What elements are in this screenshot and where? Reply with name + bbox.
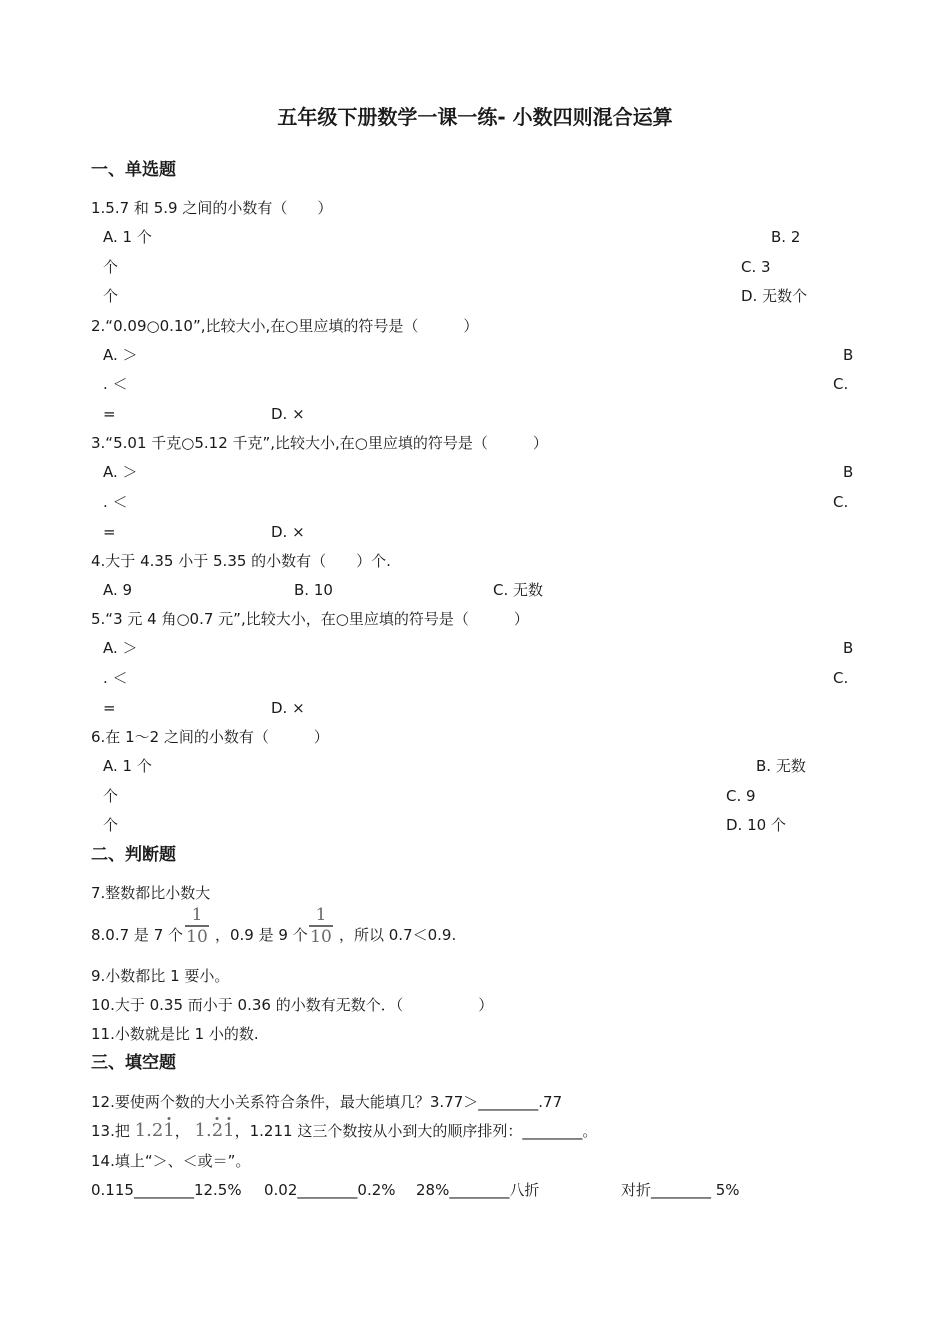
question-11: 11.小数就是比 1 小的数.: [91, 1025, 259, 1043]
question-3-stem: 3.“5.01 千克○5.12 千克”,比较大小,在○里应填的符号是（ ）: [91, 434, 548, 452]
question-2-option-c: C.: [833, 375, 849, 393]
section-heading-fill-blank: 三、填空题: [91, 1053, 176, 1073]
question-8-part-2: ，0.9 是 9 个: [215, 926, 308, 944]
fraction-numerator: 1: [315, 905, 327, 925]
question-6-option-b: B. 无数: [756, 757, 806, 775]
question-4-option-a: A. 9: [103, 581, 133, 599]
question-1-option-c-cont: 个: [103, 287, 119, 305]
question-3-option-a: A. ＞: [103, 463, 138, 481]
fraction-denominator: 10: [310, 927, 332, 947]
question-14-item-4: 对折________ 5%: [621, 1181, 740, 1199]
question-3-option-b-cont: . ＜: [103, 493, 128, 511]
repeating-decimal-2-dotted-digit-2: 1: [223, 1120, 235, 1141]
fraction-one-tenth: [309, 906, 333, 946]
question-6-option-c: C. 9: [726, 787, 756, 805]
question-5-option-b-cont: . ＜: [103, 669, 128, 687]
question-3-option-c: C.: [833, 493, 849, 511]
question-6-option-a: A. 1 个: [103, 757, 152, 775]
repeating-decimal-1-int: 1.: [134, 1120, 152, 1141]
question-5-option-b: B: [843, 639, 854, 657]
question-10: 10.大于 0.35 而小于 0.36 的小数有无数个．（ ）: [91, 996, 494, 1014]
question-5-option-c: C.: [833, 669, 849, 687]
question-2-stem: 2.“0.09○0.10”,比较大小,在○里应填的符号是（ ）: [91, 317, 479, 335]
section-heading-true-false: 二、判断题: [91, 845, 176, 865]
question-14-item-1: 0.115________12.5%: [91, 1181, 242, 1199]
question-14-item-2: 0.02________0.2%: [264, 1181, 396, 1199]
question-4-option-b: B. 10: [294, 581, 333, 599]
question-2-option-b-cont: . ＜: [103, 375, 128, 393]
question-14-stem: 14.填上“＞、＜或＝”。: [91, 1152, 251, 1170]
question-5-option-a: A. ＞: [103, 639, 138, 657]
question-5-option-c-cont: =: [103, 699, 116, 717]
repeating-decimal-2-int: 1.: [194, 1120, 212, 1141]
repeating-decimal-1-digit-1: 2: [151, 1120, 164, 1141]
question-6-stem: 6.在 1～2 之间的小数有（ ）: [91, 728, 329, 746]
question-4-stem: 4.大于 4.35 小于 5.35 的小数有（ ）个.: [91, 552, 391, 570]
question-13-suffix: ，1.211 这三个数按从小到大的顺序排列：________。: [234, 1122, 598, 1140]
question-2-option-a: A. ＞: [103, 346, 138, 364]
question-7: 7.整数都比小数大: [91, 884, 211, 902]
question-5-stem: 5.“3 元 4 角○0.7 元”,比较大小，在○里应填的符号是（ ）: [91, 610, 529, 628]
question-3-option-d: D. ×: [271, 523, 305, 541]
question-8-part-1: 8.0.7 是 7 个: [91, 926, 184, 944]
question-1-stem: 1.5.7 和 5.9 之间的小数有（ ）: [91, 199, 333, 217]
question-14-item-3: 28%________八折: [416, 1181, 540, 1199]
question-2-option-b: B: [843, 346, 854, 364]
question-2-option-d: D. ×: [271, 405, 305, 423]
question-1-option-b-cont: 个: [103, 258, 119, 276]
question-3-option-b: B: [843, 463, 854, 481]
fraction-denominator: 10: [186, 927, 208, 947]
repeating-decimal-2: [195, 1120, 235, 1141]
fraction-one-tenth: [185, 906, 209, 946]
fraction-numerator: 1: [191, 905, 203, 925]
question-9: 9.小数都比 1 要小。: [91, 967, 230, 985]
question-6-option-c-cont: 个: [103, 816, 119, 834]
repeating-decimal-1-dotted-digit: 1: [163, 1120, 175, 1141]
question-6-option-b-cont: 个: [103, 787, 119, 805]
page-title: 五年级下册数学一课一练- 小数四则混合运算: [277, 105, 673, 129]
question-2-option-c-cont: =: [103, 405, 116, 423]
repeating-decimal-1: [135, 1120, 175, 1141]
question-12: 12.要使两个数的大小关系符合条件，最大能填几？3.77＞________.77: [91, 1093, 563, 1111]
repeating-decimal-2-dotted-digit-1: 2: [211, 1120, 224, 1141]
question-8-part-3: ，所以 0.7＜0.9.: [339, 926, 457, 944]
question-4-option-c: C. 无数: [493, 581, 544, 599]
question-1-option-b: B. 2: [771, 228, 801, 246]
question-1-option-d: D. 无数个: [741, 287, 808, 305]
question-13: [91, 1121, 597, 1141]
question-13-prefix: 13.把: [91, 1122, 130, 1140]
question-6-option-d: D. 10 个: [726, 816, 786, 834]
question-3-option-c-cont: =: [103, 523, 116, 541]
question-5-option-d: D. ×: [271, 699, 305, 717]
question-13-separator: ，: [174, 1122, 190, 1140]
question-1-option-c: C. 3: [741, 258, 771, 276]
section-heading-single-choice: 一、单选题: [91, 160, 176, 180]
question-1-option-a: A. 1 个: [103, 228, 152, 246]
